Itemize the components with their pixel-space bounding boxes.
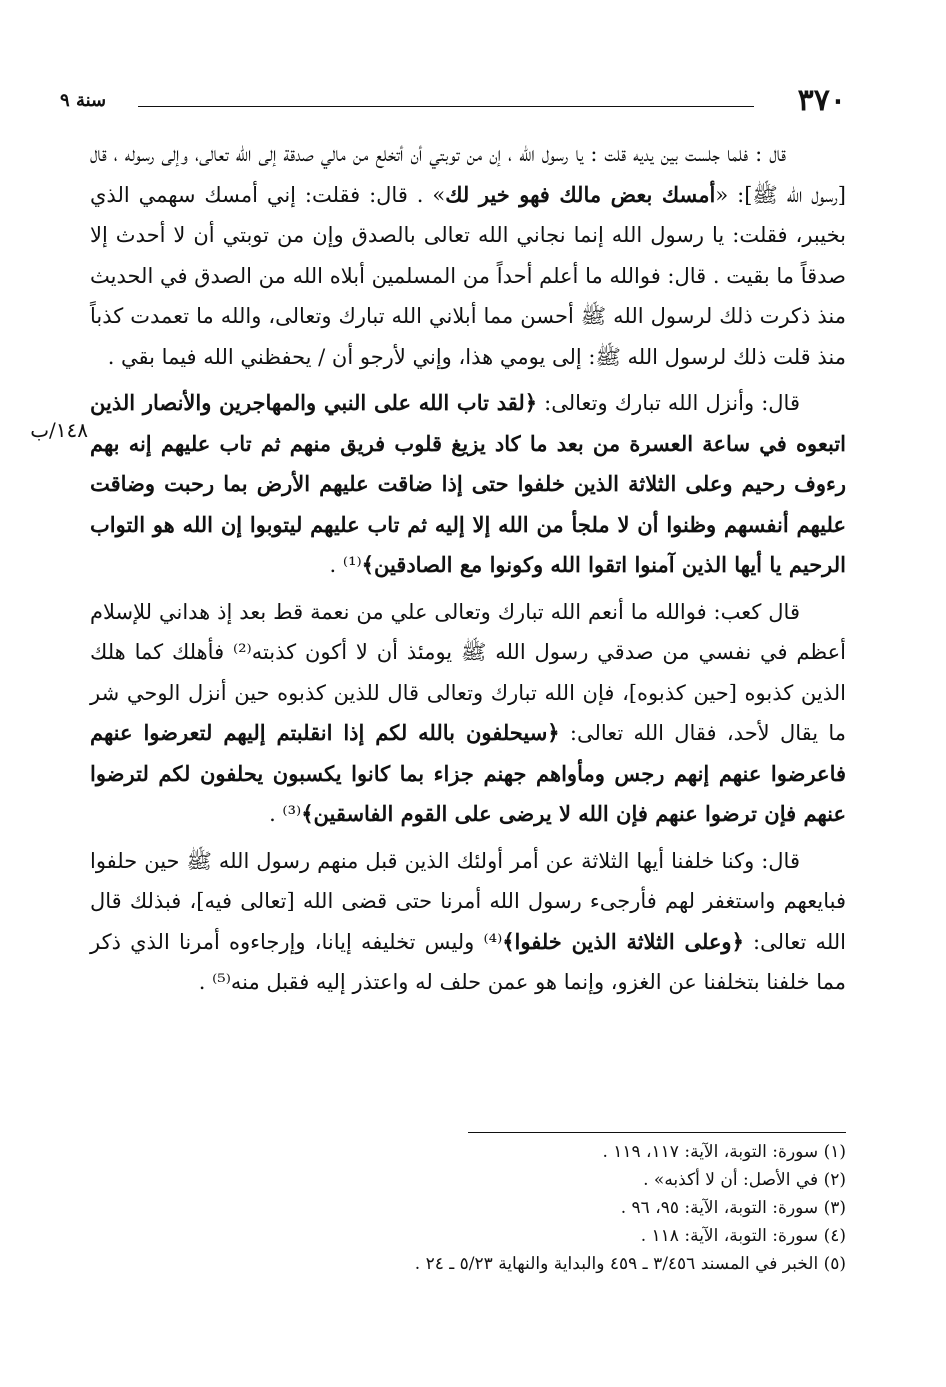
page-header [60, 84, 846, 124]
running-head: سنة ٩ [60, 90, 107, 111]
text-segment: ⁽⁴⁾ وليس تخليفه إيانا، وإرجاءوه أمرنا الذي ذكر مما خلفنا بتخلفنا عن الغزو، وإنما هو عمن حلف له واعتذر إليه فقبل منه⁽⁵⁾ . [90, 929, 846, 994]
quran-verse: ﴿وعلى الثلاثة الذين خلفوا﴾ [502, 928, 744, 954]
hadith-quote: أمسك بعض مالك فهو خير لك [445, 181, 716, 207]
text-segment: قال: وأنزل الله تبارك وتعالى: [537, 391, 800, 415]
body-text [90, 134, 846, 1009]
paragraph-2 [90, 383, 846, 586]
paragraph-1 [90, 134, 846, 377]
paragraph-4 [90, 841, 846, 1003]
footnote-ref: ⁽³⁾ . [269, 802, 302, 826]
footnote-rule [468, 1132, 846, 1133]
footnote-2: (٢) في الأصل: أن لا أكذبه» . [643, 1170, 846, 1190]
footnote-5: (٥) الخبر في المسند ٣/٤٥٦ ـ ٤٥٩ والبداية والنهاية ٥/٢٣ ـ ٢٤ . [414, 1254, 846, 1274]
quran-verse: ﴿سيحلفون بالله لكم إذا انقلبتم إليهم لتعرضوا عنهم فاعرضوا عنهم إنهم رجس ومأواهم جهنم جزاء بما كانوا يكسبون يحلفون لكم لترضوا عنهم فإن ترضوا عنهم فإن الله لا يرضى على القوم الفاسقين﴾ [90, 720, 846, 826]
footnote-3: (٣) سورة: التوبة، الآية: ٩٥، ٩٦ . [620, 1198, 846, 1218]
text-segment: » . قال: فقلت: إني أمسك سهمي الذي بخيبر، فقلت: يا رسول الله إنما نجاني الله تعالى بالصدق وإن من توبتي أن لا أحدث إلا صدقاً ما بقيت . قال: فوالله ما أعلم أحداً من المسلمين أبلاه الله من الصدق في الحديث منذ ذكرت ذلك لرسول الله ﷺ أحسن مما أبلاني الله تبارك وتعالى، والله ما تعمدت كذباً منذ قلت ذلك لرسول الله ﷺ: إلى يومي هذا، وإني لأرجو أن / يحفظني الله فيما بقي . [90, 182, 846, 369]
footnote-1: (١) سورة: التوبة، الآية: ١١٧، ١١٩ . [602, 1142, 846, 1162]
header-rule [138, 106, 754, 107]
manuscript-folio-note: ١٤٨/ب [30, 418, 88, 442]
page-number: ٣٧٠ [797, 83, 846, 118]
footnotes [60, 1138, 846, 1278]
text-segment: قال: وكنا خلفنا أيها الثلاثة عن أمر أولئك الذين قبل منهم رسول الله ﷺ حين حلفوا فبايعهم واستغفر لهم فأرجىء رسول الله أمرنا حتى قضى الله [تعالى فيه]، فبذلك قال الله تعالى: [90, 848, 846, 954]
footnote-4: (٤) سورة: التوبة، الآية: ١١٨ . [640, 1226, 846, 1246]
text-segment: قال كعب: فوالله ما أنعم الله تبارك وتعالى علي من نعمة قط بعد إذ هداني للإسلام أعظم في نفسي من صدقي رسول الله ﷺ يومئذ أن لا أكون كذبته⁽²⁾ فأهلك كما هلك الذين كذبوه [حين كذبوه]، فإن الله تبارك وتعالى قال للذين كذبوه حين أنزل الوحي شر ما يقال لأحد، فقال الله تعالى: [90, 599, 847, 745]
quran-verse: ﴿لقد تاب الله على النبي والمهاجرين والأنصار الذين اتبعوه في ساعة العسرة من بعد ما كاد يزيغ قلوب فريق منهم ثم تاب عليهم إنه بهم رءوف رحيم وعلى الثلاثة الذين خلفوا حتى إذا ضاقت عليهم الأرض بما رحبت وضاقت عليهم أنفسهم وظنوا أن لا ملجأ من الله إلا إليه ثم تاب عليهم ليتوبوا إن الله هو التواب الرحيم يا أيها الذين آمنوا اتقوا الله وكونوا مع الصادقين﴾ [90, 390, 846, 577]
paragraph-3 [90, 592, 846, 835]
text-segment: قال : فلما جلست بين يديه قلت : يا رسول الله ، إن من توبتي أن أتخلع من مالي صدقة إلى الله تعالى، وإلى رسوله ، قال [رسول الله ﷺ]: « [90, 142, 846, 207]
footnote-ref: ⁽¹⁾ . [329, 553, 362, 577]
